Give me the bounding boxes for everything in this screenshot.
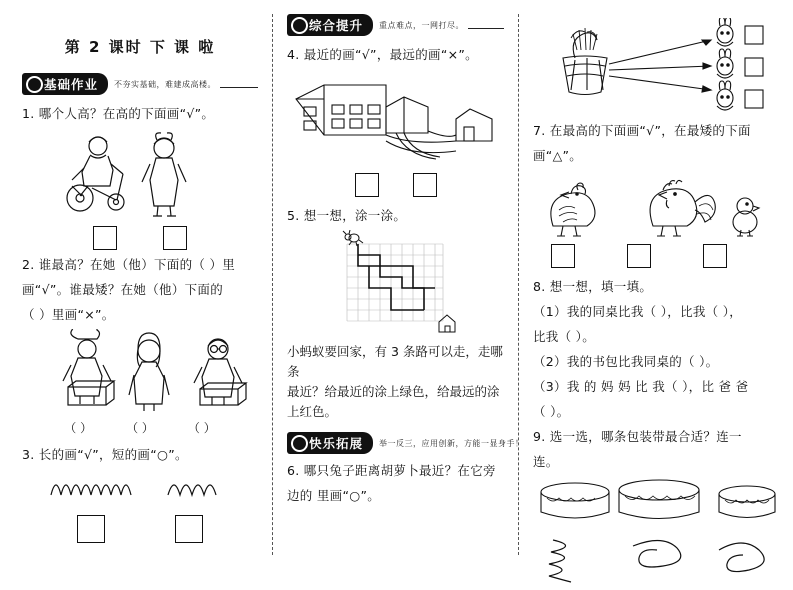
column-middle (272, 14, 524, 555)
section-banner-expand (287, 432, 524, 454)
paren-row-q2 (22, 419, 258, 436)
answer-box-row-q4 (287, 173, 504, 197)
question-8-item1: （1）我的同桌比我（ ），比我（ ）， (533, 304, 743, 319)
section-tag-basic: 基础作业 (22, 73, 108, 95)
question-6-line1: 6. 哪只兔子距离胡萝卜最近？在它旁 (287, 463, 496, 478)
answer-box[interactable] (77, 515, 105, 543)
illustration-chickens (533, 170, 779, 238)
answer-box[interactable] (175, 515, 203, 543)
section-tag-improve: 综合提升 (287, 14, 373, 36)
question-8-item3: （3）我 的 妈 妈 比 我（ ），比 爸 爸 (533, 379, 749, 394)
question-8-item2: （2）我的书包比我同桌的（ ）。 (533, 354, 719, 369)
answer-box[interactable] (551, 244, 575, 268)
question-7-line1: 7. 在最高的下面画“√”，在最矮的下面 (533, 123, 751, 138)
section-subtitle-basic: 不夯实基础，难建成高楼。 (114, 79, 217, 89)
section-banner-basic (22, 73, 258, 95)
question-7-line2: 画“△”。 (533, 148, 583, 163)
paren-blank[interactable]: （ ） (187, 421, 216, 435)
column-left (22, 14, 258, 555)
question-5-text-line1: 小蚂蚁要回家，有 3 条路可以走，走哪条 (287, 344, 503, 379)
answer-box-row-q1 (22, 226, 258, 250)
divider-line (468, 28, 504, 29)
question-5-text-line3: 上红色。 (287, 404, 338, 419)
question-5: 5. 想一想，涂一涂。 (287, 208, 407, 223)
answer-box[interactable] (627, 244, 651, 268)
question-2-line2: 画“√”。谁最矮？在她（他）下面的 (22, 282, 224, 297)
illustration-ant-grid (321, 230, 471, 338)
answer-box[interactable] (355, 173, 379, 197)
answer-box[interactable] (703, 244, 727, 268)
answer-box[interactable] (163, 226, 187, 250)
question-6-line2-wrap (287, 485, 504, 506)
illustration-basket-rabbits (535, 18, 775, 116)
section-subtitle-expand: 举一反三，应用创新，方能一显身手！ (379, 438, 524, 448)
question-8-item1b: 比我（ ）。 (533, 329, 596, 344)
question-8: 8. 想一想，填一填。 (533, 279, 653, 294)
answer-box[interactable] (413, 173, 437, 197)
question-9-line2: 连。 (533, 454, 559, 469)
question-8-item3b: （ ）。 (533, 404, 570, 419)
illustration-two-springs (33, 469, 248, 509)
question-3: 3. 长的画“√”，短的画“○”。 (22, 447, 188, 462)
answer-box[interactable] (93, 226, 117, 250)
illustration-two-children (40, 128, 240, 220)
question-1: 1. 哪个人高？在高的下面画“√”。 (22, 106, 215, 121)
section-banner-improve (287, 14, 504, 36)
question-4: 4. 最近的画“√”，最远的画“×”。 (287, 47, 478, 62)
question-9-line1: 9. 选一选，哪条包装带最合适？连一 (533, 429, 742, 444)
section-subtitle-improve: 重点难点，一网打尽。 (379, 20, 465, 30)
answer-box-row-q7 (533, 244, 776, 268)
illustration-three-cakes (533, 476, 781, 530)
paren-blank[interactable]: （ ） (64, 421, 93, 435)
illustration-three-people (28, 329, 253, 415)
question-5-text-line2: 最近？给最近的涂上绿色，给最远的涂 (287, 384, 500, 399)
question-2-line1: 2. 谁最高？在她（他）下面的（ ）里 (22, 257, 236, 272)
page-title: 第 2 课时 下 课 啦 (64, 38, 216, 56)
paren-blank[interactable]: （ ） (126, 421, 154, 435)
column-right (518, 14, 776, 555)
question-2-line3: （ ）里画“×”。 (22, 307, 115, 322)
illustration-three-ribbons (533, 534, 781, 590)
divider-line (220, 87, 258, 88)
section-tag-expand: 快乐拓展 (287, 432, 373, 454)
question-6-line2: 边的 里画“○”。 (287, 488, 381, 503)
illustration-houses-roads (288, 69, 504, 169)
answer-box-row-q3 (22, 515, 258, 543)
